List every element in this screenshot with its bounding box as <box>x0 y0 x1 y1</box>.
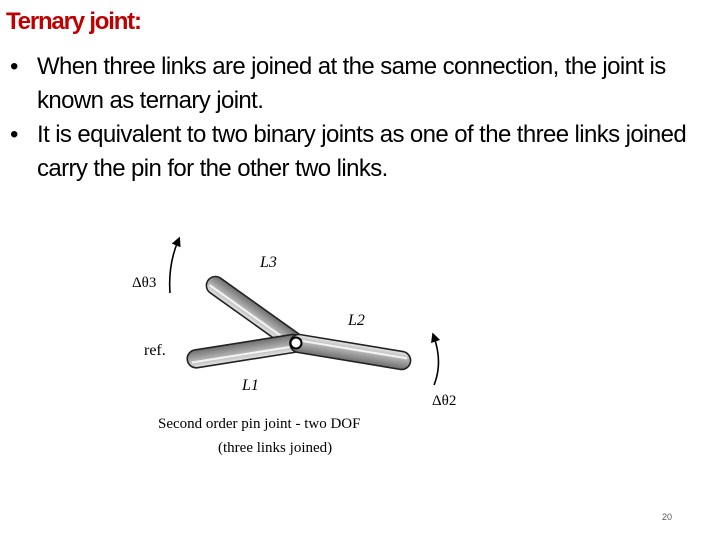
figure-caption-line2: (three links joined) <box>218 440 333 456</box>
rotation-arrow-theta2-icon <box>434 337 439 385</box>
bullet-item <box>8 118 708 186</box>
label-l3: L3 <box>260 254 277 271</box>
ternary-joint-figure <box>120 225 480 465</box>
label-l1: L1 <box>242 377 259 394</box>
slide-title: Ternary joint: <box>6 8 141 35</box>
label-angle2: Δθ2 <box>432 393 457 409</box>
label-ref: ref. <box>144 342 166 359</box>
bullet-item <box>8 50 708 118</box>
pin-joint-icon <box>291 338 302 349</box>
figure-caption-line1: Second order pin joint - two DOF <box>158 416 361 432</box>
bullet-list <box>8 50 708 186</box>
link-l1 <box>186 333 303 369</box>
link-l2 <box>289 333 412 371</box>
bullet-icon: • <box>10 121 18 148</box>
bullet-text: When three links are joined at the same connection, the joint is known as ternary joint. <box>37 53 666 114</box>
bullet-icon: • <box>10 53 18 80</box>
label-angle3: Δθ3 <box>132 275 157 291</box>
label-l2: L2 <box>348 312 365 329</box>
page-number: 20 <box>662 512 673 522</box>
rotation-arrow-theta3-icon <box>170 241 178 293</box>
bullet-text: It is equivalent to two binary joints as one of the three links joined carry the pin for the other two links. <box>37 121 687 182</box>
